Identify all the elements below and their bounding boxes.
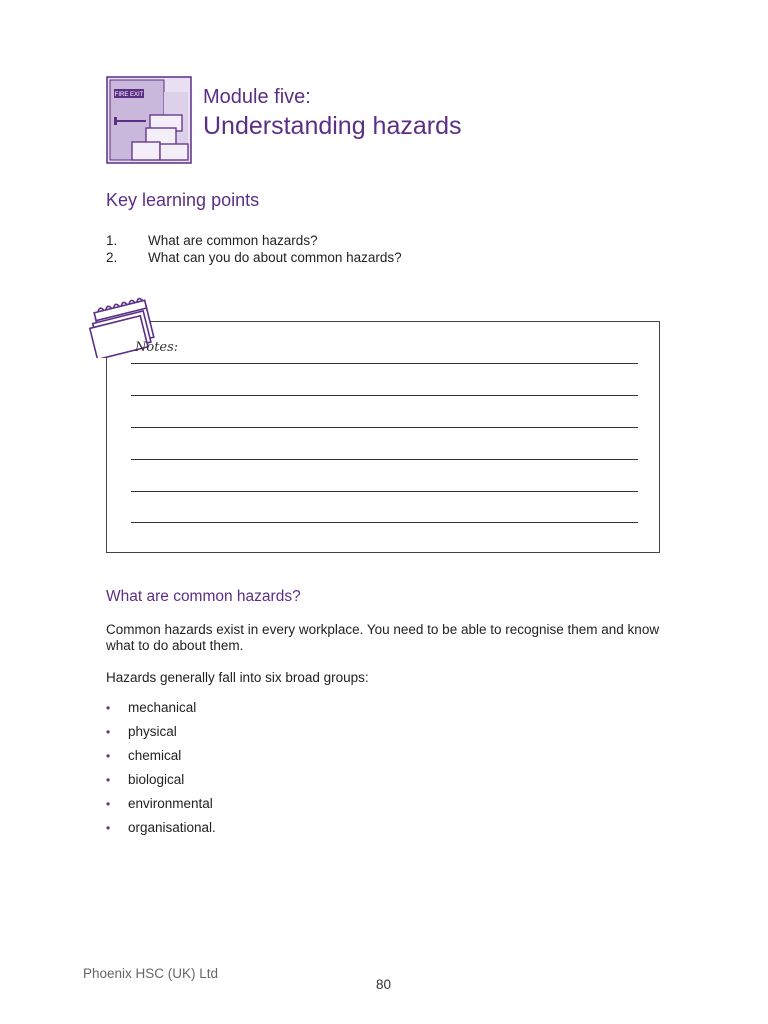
list-item-text: organisational. — [128, 820, 216, 835]
note-line — [131, 395, 638, 396]
list-item-text: environmental — [128, 796, 213, 811]
list-item — [106, 748, 181, 763]
module-label: Module five: — [203, 86, 311, 108]
paragraph: Common hazards exist in every workplace. You need to be able to recognise them and know what to do about them. — [106, 622, 660, 653]
bullet-icon: • — [106, 797, 111, 811]
learning-point-text: What are common hazards? — [148, 233, 318, 248]
footer-company: Phoenix HSC (UK) Ltd — [83, 966, 219, 981]
bullet-icon: • — [106, 725, 111, 739]
section-heading: What are common hazards? — [106, 588, 301, 605]
notes-box[interactable] — [106, 321, 660, 553]
learning-point — [106, 233, 318, 248]
note-line — [131, 522, 638, 523]
bullet-icon: • — [106, 773, 111, 787]
learning-point-number: 1. — [106, 233, 118, 248]
fire-exit-blocked-icon — [106, 76, 192, 164]
list-item — [106, 772, 184, 787]
list-item — [106, 796, 213, 811]
learning-point-text: What can you do about common hazards? — [148, 250, 402, 265]
list-item-text: physical — [128, 724, 177, 739]
paragraph: Hazards generally fall into six broad groups: — [106, 670, 369, 685]
page-number: 80 — [376, 977, 392, 992]
learning-point — [106, 250, 402, 265]
key-learning-heading: Key learning points — [106, 190, 260, 210]
fire-exit-sign-text: FIRE EXIT — [114, 92, 144, 98]
notes-label: Notes: — [135, 340, 179, 355]
note-line — [131, 427, 638, 428]
list-item-text: biological — [128, 772, 185, 787]
learning-point-number: 2. — [106, 250, 118, 265]
page-title: Understanding hazards — [203, 112, 462, 140]
bullet-icon: • — [106, 701, 111, 715]
list-item-text: chemical — [128, 748, 182, 763]
note-line — [131, 491, 638, 492]
list-item — [106, 724, 177, 739]
note-line — [131, 459, 638, 460]
list-item — [106, 700, 196, 715]
bullet-icon: • — [106, 749, 111, 763]
list-item — [106, 820, 216, 835]
bullet-icon: • — [106, 821, 111, 835]
list-item-text: mechanical — [128, 700, 197, 715]
note-line — [131, 363, 638, 364]
